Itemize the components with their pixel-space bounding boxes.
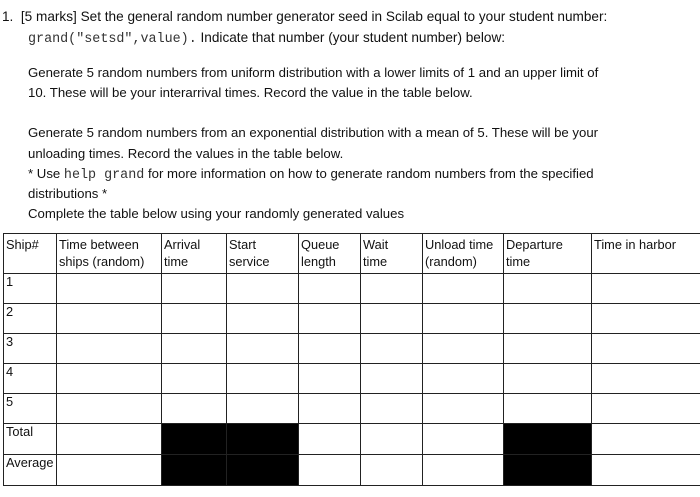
header-harbor: Time in harbor	[592, 234, 700, 274]
table-row	[4, 334, 700, 364]
input-cell[interactable]	[423, 364, 504, 394]
ship-number: 4	[4, 364, 57, 394]
input-cell[interactable]	[592, 424, 700, 455]
filled-cell	[227, 424, 299, 455]
input-cell[interactable]	[504, 274, 592, 304]
header-wait: Wait time	[361, 234, 423, 274]
input-cell[interactable]	[423, 334, 504, 364]
exp-line-4: distributions *	[28, 186, 108, 201]
header-queue: Queue length	[299, 234, 361, 274]
exp-line-3	[28, 164, 594, 187]
input-cell[interactable]	[162, 334, 227, 364]
input-cell[interactable]	[227, 274, 299, 304]
input-cell[interactable]	[504, 334, 592, 364]
exp-line-5: Complete the table below using your randomly generated values	[28, 206, 405, 221]
input-cell[interactable]	[592, 394, 700, 424]
help-post: for more information on how to generate random numbers from the specified	[147, 166, 594, 181]
input-cell[interactable]	[592, 304, 700, 334]
seed-after-code: Indicate that number (your student number) below:	[200, 30, 506, 45]
question-number: 1.	[2, 9, 14, 24]
table-row	[4, 304, 700, 334]
input-cell[interactable]	[592, 364, 700, 394]
input-cell[interactable]	[57, 334, 162, 364]
input-cell[interactable]	[299, 394, 361, 424]
header-row	[4, 234, 700, 274]
input-cell[interactable]	[57, 394, 162, 424]
input-cell[interactable]	[299, 455, 361, 486]
header-ship: Ship#	[4, 234, 57, 274]
input-cell[interactable]	[299, 334, 361, 364]
input-cell[interactable]	[504, 394, 592, 424]
table-row	[4, 394, 700, 424]
input-cell[interactable]	[504, 364, 592, 394]
input-cell[interactable]	[423, 424, 504, 455]
input-cell[interactable]	[361, 364, 423, 394]
input-cell[interactable]	[423, 304, 504, 334]
header-start: Start service	[227, 234, 299, 274]
ship-number: 1	[4, 274, 57, 304]
filled-cell	[504, 424, 592, 455]
input-cell[interactable]	[361, 334, 423, 364]
input-cell[interactable]	[162, 364, 227, 394]
results-table	[3, 233, 700, 486]
average-label: Average	[4, 455, 57, 486]
input-cell[interactable]	[504, 304, 592, 334]
input-cell[interactable]	[57, 455, 162, 486]
input-cell[interactable]	[592, 334, 700, 364]
input-cell[interactable]	[423, 274, 504, 304]
input-cell[interactable]	[361, 274, 423, 304]
uniform-line-2: 10. These will be your interarrival times. Record the value in the table below.	[28, 85, 473, 100]
input-cell[interactable]	[162, 274, 227, 304]
help-code: help grand	[63, 168, 145, 183]
input-cell[interactable]	[57, 364, 162, 394]
filled-cell	[227, 455, 299, 486]
header-departure: Departure time	[504, 234, 592, 274]
seed-code: grand("setsd",value).	[28, 32, 197, 47]
input-cell[interactable]	[299, 364, 361, 394]
uniform-line-1: Generate 5 random numbers from uniform distribution with a lower limits of 1 and an upper limit of	[28, 65, 599, 80]
input-cell[interactable]	[227, 394, 299, 424]
input-cell[interactable]	[592, 274, 700, 304]
exp-line-1: Generate 5 random numbers from an exponential distribution with a mean of 5. These will be your	[28, 125, 599, 140]
question-marks: [5 marks]	[20, 9, 77, 24]
input-cell[interactable]	[227, 304, 299, 334]
input-cell[interactable]	[57, 424, 162, 455]
input-cell[interactable]	[361, 304, 423, 334]
header-time-between: Time between ships (random)	[57, 234, 162, 274]
input-cell[interactable]	[57, 304, 162, 334]
input-cell[interactable]	[299, 304, 361, 334]
input-cell[interactable]	[162, 304, 227, 334]
input-cell[interactable]	[423, 394, 504, 424]
exp-line-2: unloading times. Record the values in the table below.	[28, 146, 344, 161]
input-cell[interactable]	[227, 364, 299, 394]
input-cell[interactable]	[162, 394, 227, 424]
input-cell[interactable]	[361, 455, 423, 486]
header-unload: Unload time (random)	[423, 234, 504, 274]
question-intro: Set the general random number generator seed in Scilab equal to your student number:	[80, 9, 608, 24]
filled-cell	[162, 424, 227, 455]
ship-number: 3	[4, 334, 57, 364]
average-row	[4, 455, 700, 486]
seed-instruction	[28, 28, 505, 50]
input-cell[interactable]	[299, 424, 361, 455]
ship-number: 5	[4, 394, 57, 424]
input-cell[interactable]	[361, 394, 423, 424]
ship-number: 2	[4, 304, 57, 334]
table-row	[4, 364, 700, 394]
question-heading	[2, 7, 607, 27]
input-cell[interactable]	[423, 455, 504, 486]
filled-cell	[504, 455, 592, 486]
input-cell[interactable]	[57, 274, 162, 304]
input-cell[interactable]	[361, 424, 423, 455]
input-cell[interactable]	[592, 455, 700, 486]
table-row	[4, 274, 700, 304]
total-row	[4, 424, 700, 455]
total-label: Total	[4, 424, 57, 455]
input-cell[interactable]	[299, 274, 361, 304]
filled-cell	[162, 455, 227, 486]
header-arrival: Arrival time	[162, 234, 227, 274]
help-pre: * Use	[28, 166, 61, 181]
input-cell[interactable]	[227, 334, 299, 364]
